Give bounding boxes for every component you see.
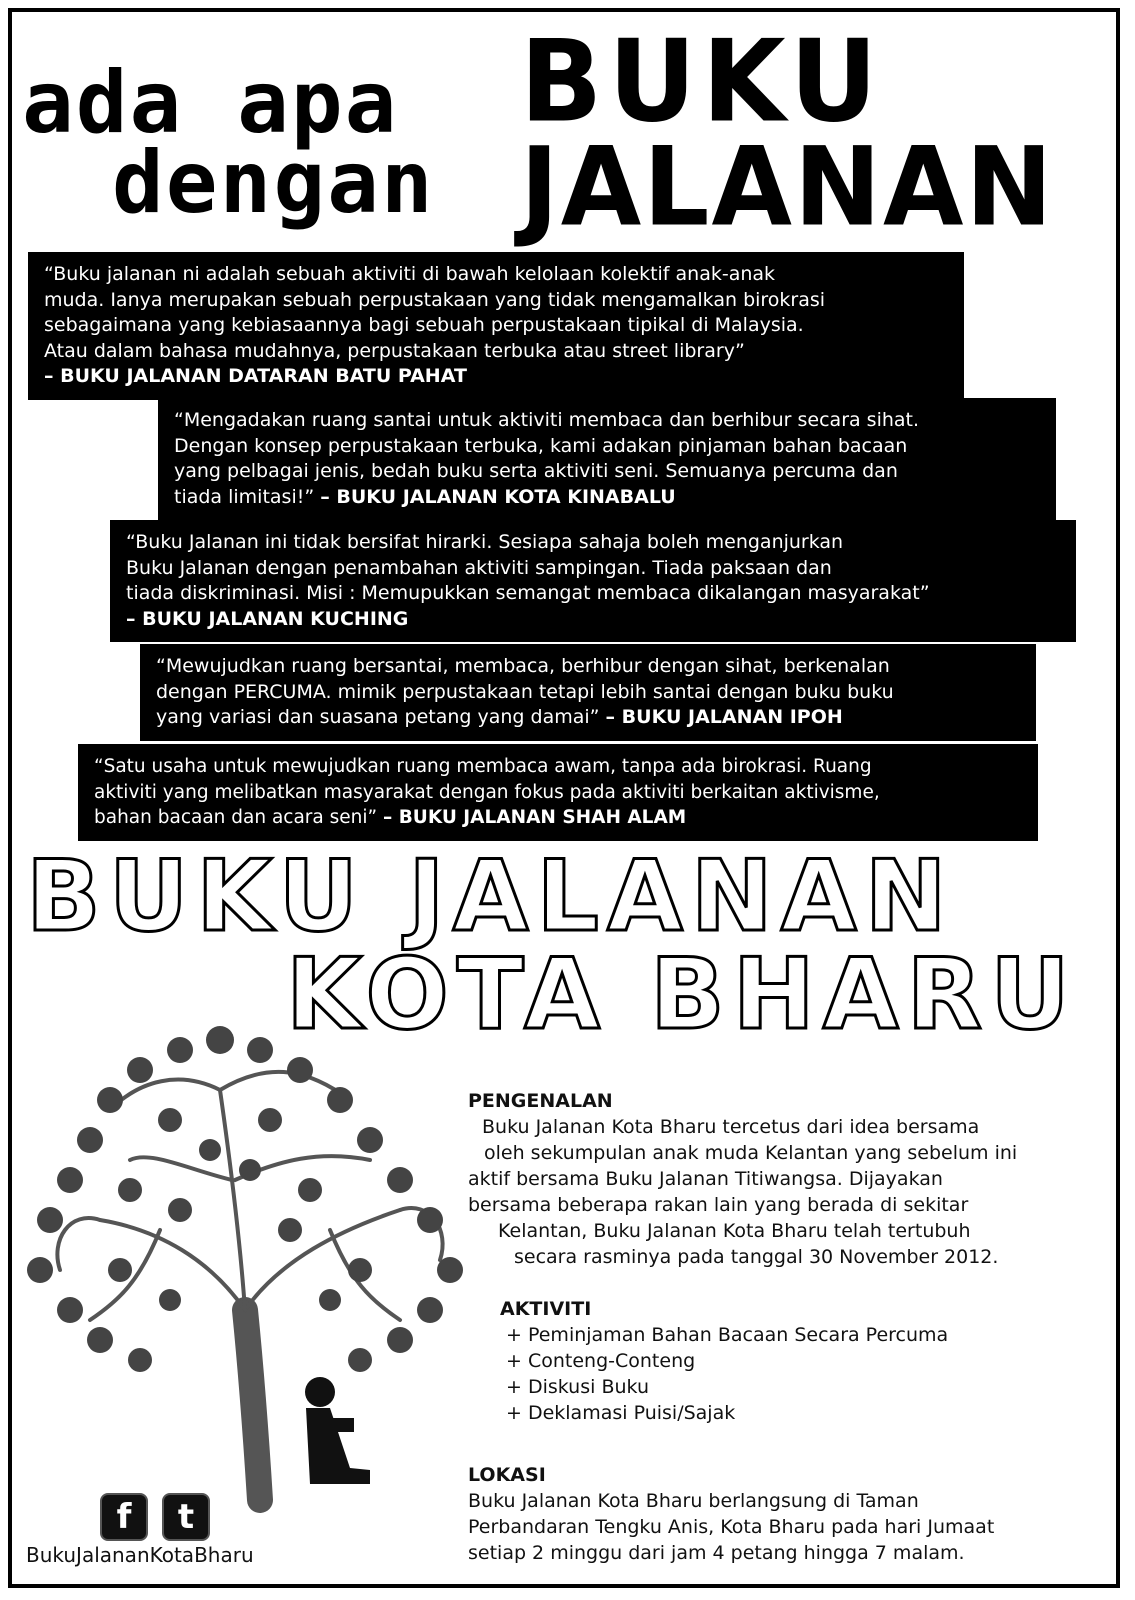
quote-ipoh	[140, 644, 1036, 741]
banner-buku-jalanan: BUKU JALANAN	[26, 840, 955, 954]
quote-kuching	[110, 520, 1076, 642]
social-icons	[100, 1493, 210, 1541]
quote-line: “Buku Jalanan ini tidak bersifat hirarki. Sesiapa sahaja boleh menganjurkan	[126, 531, 844, 553]
quote-kota-kinabalu	[158, 398, 1056, 520]
quote-line	[94, 805, 1022, 831]
quote-line: muda. Ianya merupakan sebuah perpustakaan yang tidak mengamalkan birokrasi	[44, 288, 826, 311]
title-buku: BUKU	[520, 16, 884, 148]
location-heading: LOKASI	[468, 1464, 546, 1486]
quote-shah-alam	[78, 744, 1038, 841]
intro-line: Buku Jalanan Kota Bharu tercetus dari idea bersama	[482, 1116, 980, 1138]
quote-line: sebagaimana yang kebiasaannya bagi sebuah perpustakaan tipikal di Malaysia.	[44, 314, 804, 336]
activities-section	[500, 1296, 1060, 1426]
tree-reader-illustration	[10, 980, 480, 1540]
twitter-icon[interactable]: t	[162, 1493, 210, 1541]
quote-line: “Mengadakan ruang santai untuk aktiviti membaca dan berhibur secara sihat.	[174, 409, 920, 431]
location-line: Buku Jalanan Kota Bharu berlangsung di Taman	[468, 1490, 919, 1512]
title-ada-apa: ada apa	[22, 53, 399, 153]
quote-line: tiada diskriminasi. Misi : Memupukkan semangat membaca dikalangan masyarakat”	[126, 582, 930, 604]
quote-tail: bahan bacaan dan acara seni”	[94, 807, 378, 828]
quote-source: – BUKU JALANAN KUCHING	[126, 607, 409, 630]
quote-source: – BUKU JALANAN IPOH	[605, 706, 843, 728]
title-dengan: dengan	[112, 133, 435, 233]
intro-line: oleh sekumpulan anak muda Kelantan yang sebelum ini	[484, 1142, 1018, 1164]
quote-line: aktiviti yang melibatkan masyarakat dengan fokus pada aktiviti berkaitan aktivisme,	[94, 781, 880, 803]
intro-heading: PENGENALAN	[468, 1090, 613, 1112]
activity-item: + Peminjaman Bahan Bacaan Secara Percuma	[506, 1324, 949, 1346]
activities-heading: AKTIVITI	[500, 1298, 592, 1320]
quote-line: yang pelbagai jenis, bedah buku serta aktiviti seni. Semuanya percuma dan	[174, 460, 898, 482]
intro-line: aktif bersama Buku Jalanan Titiwangsa. Dijayakan	[468, 1168, 943, 1190]
intro-line: bersama beberapa rakan lain yang berada di sekitar	[468, 1194, 969, 1216]
banner-kota-bharu: KOTA BHARU	[286, 938, 1078, 1052]
social-handle: BukuJalananKotaBharu	[26, 1543, 254, 1567]
quote-source: – BUKU JALANAN SHAH ALAM	[383, 807, 687, 828]
title-jalanan: JALANAN	[520, 122, 1055, 251]
facebook-icon[interactable]: f	[100, 1493, 148, 1541]
intro-line: Kelantan, Buku Jalanan Kota Bharu telah tertubuh	[498, 1220, 971, 1242]
quote-line: Buku Jalanan dengan penambahan aktiviti sampingan. Tiada paksaan dan	[126, 556, 832, 579]
activity-item: + Diskusi Buku	[506, 1376, 649, 1398]
location-line: Perbandaran Tengku Anis, Kota Bharu pada hari Jumaat	[468, 1516, 995, 1538]
quote-line	[174, 485, 1040, 511]
activity-item: + Conteng-Conteng	[506, 1350, 696, 1372]
activity-item: + Deklamasi Puisi/Sajak	[506, 1402, 736, 1424]
location-line: setiap 2 minggu dari jam 4 petang hingga 7 malam.	[468, 1542, 965, 1564]
quote-source: – BUKU JALANAN DATARAN BATU PAHAT	[44, 365, 467, 387]
quote-line: “Buku jalanan ni adalah sebuah aktiviti di bawah kelolaan kolektif anak-anak	[44, 263, 776, 285]
intro-line: secara rasminya pada tanggal 30 November 2012.	[514, 1246, 999, 1268]
quote-line: “Mewujudkan ruang bersantai, membaca, berhibur dengan sihat, berkenalan	[156, 655, 890, 677]
quote-line: dengan PERCUMA. mimik perpustakaan tetapi lebih santai dengan buku buku	[156, 680, 894, 703]
location-section	[468, 1462, 1108, 1566]
quote-source: – BUKU JALANAN KOTA KINABALU	[320, 485, 676, 508]
quote-tail: tiada limitasi!”	[174, 485, 315, 508]
quote-tail: yang variasi dan suasana petang yang damai”	[156, 706, 600, 728]
quote-line: “Satu usaha untuk mewujudkan ruang membaca awam, tanpa ada birokrasi. Ruang	[94, 756, 872, 777]
intro-section	[468, 1088, 1108, 1270]
quote-line: Dengan konsep perpustakaan terbuka, kami adakan pinjaman bahan bacaan	[174, 434, 908, 457]
quote-line: Atau dalam bahasa mudahnya, perpustakaan terbuka atau street library”	[44, 339, 745, 362]
quote-batu-pahat	[28, 252, 964, 400]
quote-line	[156, 705, 1020, 731]
